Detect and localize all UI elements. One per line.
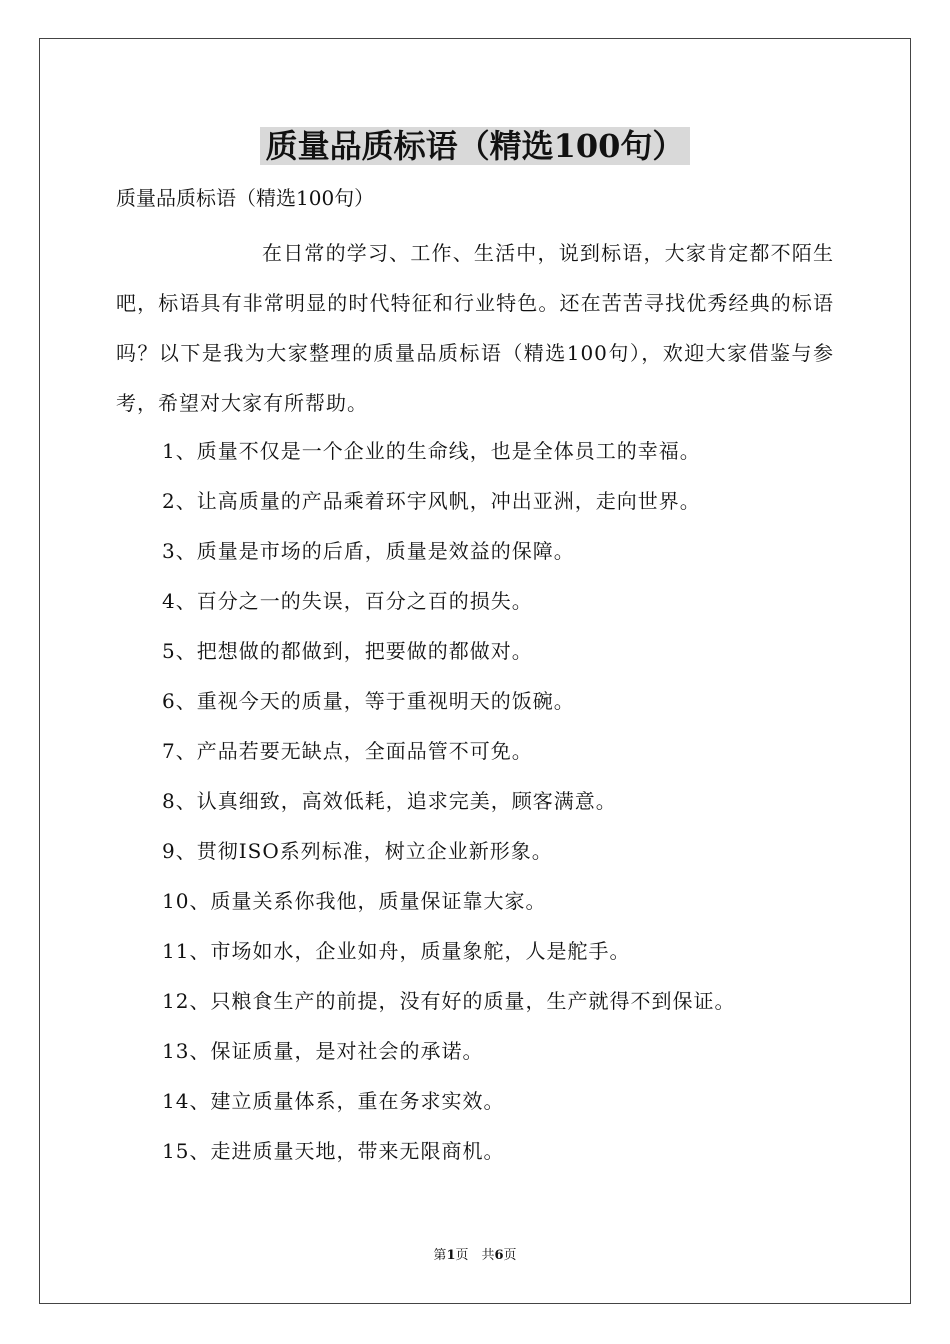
document-subtitle: 质量品质标语（精选100句） — [116, 186, 375, 210]
page-suffix: 页 — [503, 1248, 517, 1263]
slogan-list — [162, 426, 842, 1176]
slogan-item: 1、质量不仅是一个企业的生命线，也是全体员工的幸福。 — [162, 439, 701, 463]
page-prefix: 第 — [433, 1248, 447, 1263]
document-title-text: 质量品质标语（精选100句） — [260, 127, 691, 165]
slogan-item: 5、把想做的都做到，把要做的都做对。 — [162, 639, 533, 663]
page-mid: 页 共 — [455, 1248, 495, 1263]
slogan-item: 13、保证质量，是对社会的承诺。 — [162, 1039, 484, 1063]
slogan-item: 12、只粮食生产的前提，没有好的质量，生产就得不到保证。 — [162, 989, 736, 1013]
page-current: 1 — [446, 1248, 456, 1263]
slogan-item: 3、质量是市场的后盾，质量是效益的保障。 — [162, 539, 575, 563]
slogan-item: 10、质量关系你我他，质量保证靠大家。 — [162, 889, 547, 913]
slogan-item: 15、走进质量天地，带来无限商机。 — [162, 1139, 505, 1163]
slogan-item: 9、贯彻ISO系列标准，树立企业新形象。 — [162, 839, 553, 863]
slogan-item: 4、百分之一的失误，百分之百的损失。 — [162, 589, 533, 613]
slogan-item: 14、建立质量体系，重在务求实效。 — [162, 1089, 505, 1113]
intro-paragraph: 在日常的学习、工作、生活中，说到标语，大家肯定都不陌生吧，标语具有非常明显的时代特征和行业特色。还在苦苦寻找优秀经典的标语吗？以下是我为大家整理的质量品质标语（精选100句），欢迎大家借鉴与参考，希望对大家有所帮助。 — [116, 241, 834, 415]
page-footer — [0, 1246, 950, 1266]
slogan-item: 6、重视今天的质量，等于重视明天的饭碗。 — [162, 689, 575, 713]
slogan-item: 2、让高质量的产品乘着环宇风帆，冲出亚洲，走向世界。 — [162, 489, 701, 513]
slogan-item: 7、产品若要无缺点，全面品管不可免。 — [162, 739, 533, 763]
slogan-item: 11、市场如水，企业如舟，质量象舵，人是舵手。 — [162, 939, 631, 963]
page-total: 6 — [494, 1248, 504, 1263]
slogan-item: 8、认真细致，高效低耗，追求完美，顾客满意。 — [162, 789, 617, 813]
document-title — [0, 124, 950, 168]
